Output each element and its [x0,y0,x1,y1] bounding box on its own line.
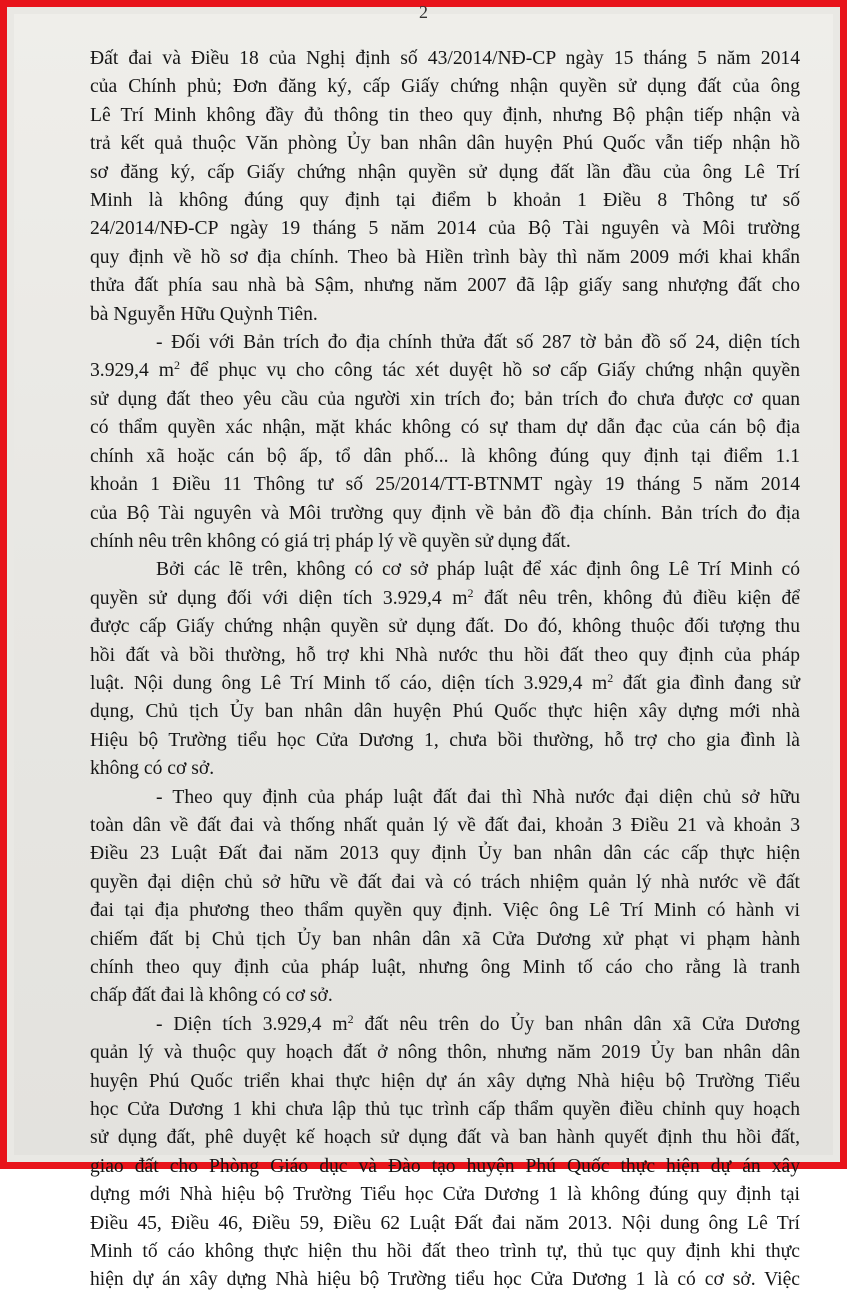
text-line: khoản 1 Điều 11 Thông tư số 25/2014/TT-BTNMT ngày 19 tháng 5 năm 2014 [90,474,800,496]
page-number: 2 [419,2,428,22]
text-line: chiếm đất bị Chủ tịch Ủy ban nhân dân xã Cửa Dương xử phạt vi phạm hành [90,928,800,950]
text-line: 3.929,4 $m^2$ để phục vụ cho công tác xét duyệt hồ sơ cấp Giấy chứng nhận quyền [90,358,800,382]
text-line: được cấp Giấy chứng nhận quyền sử dụng đất. Do đó, không thuộc đối tượng thu [90,616,800,638]
text-line: chấp đất đai là không có cơ sở. [90,985,333,1007]
text-line: luật. Nội dung ông Lê Trí Minh tố cáo, diện tích 3.929,4 $m^2$ đất gia đình đang sử [90,670,801,694]
text-line: Lê Trí Minh không đầy đủ thông tin theo quy định, nhưng Bộ phận tiếp nhận và [90,104,800,126]
text-line: có thẩm quyền xác nhận, mặt khác không có sự tham dự dẫn đạc của cán bộ địa [90,417,800,439]
document-body [90,45,800,1295]
document-page [14,2,833,1291]
text-line: quản lý và thuộc quy hoạch đất ở nông thôn, nhưng năm 2019 Ủy ban nhân dân [90,1042,800,1064]
text-line: Điều 23 Luật Đất đai năm 2013 quy định Ủy ban nhân dân các cấp thực hiện [90,843,800,865]
text-line: trả kết quả thuộc Văn phòng Ủy ban nhân dân huyện Phú Quốc vẫn tiếp nhận hồ [90,133,800,155]
text-line: quyền sử dụng đối với diện tích 3.929,4 $m^2$ đất nêu trên, không đủ điều kiện để [90,585,800,609]
text-line: sử dụng đất theo yêu cầu của người xin trích đo; bản trích đo chưa được cơ quan [90,388,800,410]
text-line: dụng, Chủ tịch Ủy ban nhân dân huyện Phú Quốc thực hiện xây dựng mới nhà [90,701,800,723]
text-line: Hiệu bộ Trường tiểu học Cửa Dương 1, chưa bồi thường, hỗ trợ cho gia đình là [90,729,800,751]
text-line: quyền đại diện chủ sở hữu về đất đai và có trách nhiệm quản lý nhà nước về đất [90,871,800,893]
text-line: học Cửa Dương 1 khi chưa lập thủ tục trình cấp thẩm quyền điều chỉnh quy hoạch [90,1099,800,1121]
text-line: của Chính phủ; Đơn đăng ký, cấp Giấy chứng nhận quyền sử dụng đất của ông [90,76,800,98]
text-line: - Diện tích 3.929,4 $m^2$ đất nêu trên do Ủy ban nhân dân xã Cửa Dương [156,1011,800,1035]
text-line: Điều 45, Điều 46, Điều 59, Điều 62 Luật Đất đai năm 2013. Nội dung ông Lê Trí [90,1212,800,1234]
text-line: sơ đăng ký, cấp Giấy chứng nhận quyền sử dụng đất lần đầu của ông Lê Trí [90,161,800,183]
text-line: không có cơ sở. [90,758,215,780]
text-line: chính nêu trên không có giá trị pháp lý về quyền sử dụng đất. [90,530,571,552]
text-line: Bởi các lẽ trên, không có cơ sở pháp luật để xác định ông Lê Trí Minh có [156,559,800,581]
text-line: bà Nguyễn Hữu Quỳnh Tiên. [90,303,318,325]
text-line: Minh là không đúng quy định tại điểm b khoản 1 Điều 8 Thông tư số [90,190,800,212]
text-line: Minh tố cáo không thực hiện thu hồi đất theo trình tự, thủ tục quy định khi thực [90,1241,800,1263]
text-line: đai tại địa phương theo thẩm quyền quy định. Việc ông Lê Trí Minh có hành vi [90,900,800,922]
text-line: - Đối với Bản trích đo địa chính thửa đất số 287 tờ bản đồ số 24, diện tích [156,332,800,354]
text-line: thửa đất phía sau nhà bà Sậm, nhưng năm 2007 đã lập giấy sang nhượng đất cho [90,275,800,297]
text-line: hiện dự án xây dựng Nhà hiệu bộ Trường tiểu học Cửa Dương 1 là có cơ sở. Việc [90,1269,800,1291]
text-line: - Theo quy định của pháp luật đất đai thì Nhà nước đại diện chủ sở hữu [156,786,800,808]
text-line: chính xã hoặc cán bộ ấp, tổ dân phố... là không đúng quy định tại điểm 1.1 [90,445,800,467]
text-line: quy định về hồ sơ địa chính. Theo bà Hiền trình bày thì năm 2009 mới khai khẩn [90,246,800,268]
text-line: dựng mới Nhà hiệu bộ Trường Tiểu học Cửa Dương 1 là không đúng quy định tại [90,1184,800,1206]
text-line: sử dụng đất, phê duyệt kế hoạch sử dụng đất và ban hành quyết định thu hồi đất, [90,1127,800,1149]
text-line: Đất đai và Điều 18 của Nghị định số 43/2014/NĐ-CP ngày 15 tháng 5 năm 2014 [90,48,800,69]
text-line: hồi đất và bồi thường, hỗ trợ khi Nhà nước thu hồi đất theo quy định của pháp [90,644,800,666]
text-line: toàn dân về đất đai và thống nhất quản lý về đất đai, khoản 3 Điều 21 và khoản 3 [90,814,800,836]
text-line: 24/2014/NĐ-CP ngày 19 tháng 5 năm 2014 của Bộ Tài nguyên và Môi trường [90,218,800,240]
text-line: chính theo quy định của pháp luật, nhưng ông Minh tố cáo cho rằng là tranh [90,957,800,978]
text-line: huyện Phú Quốc triển khai thực hiện dự án xây dựng Nhà hiệu bộ Trường Tiểu [90,1070,800,1092]
text-line: giao đất cho Phòng Giáo dục và Đào tạo huyện Phú Quốc thực hiện dự án xây [90,1155,800,1177]
text-line: của Bộ Tài nguyên và Môi trường quy định về bản đồ địa chính. Bản trích đo địa [90,502,800,524]
